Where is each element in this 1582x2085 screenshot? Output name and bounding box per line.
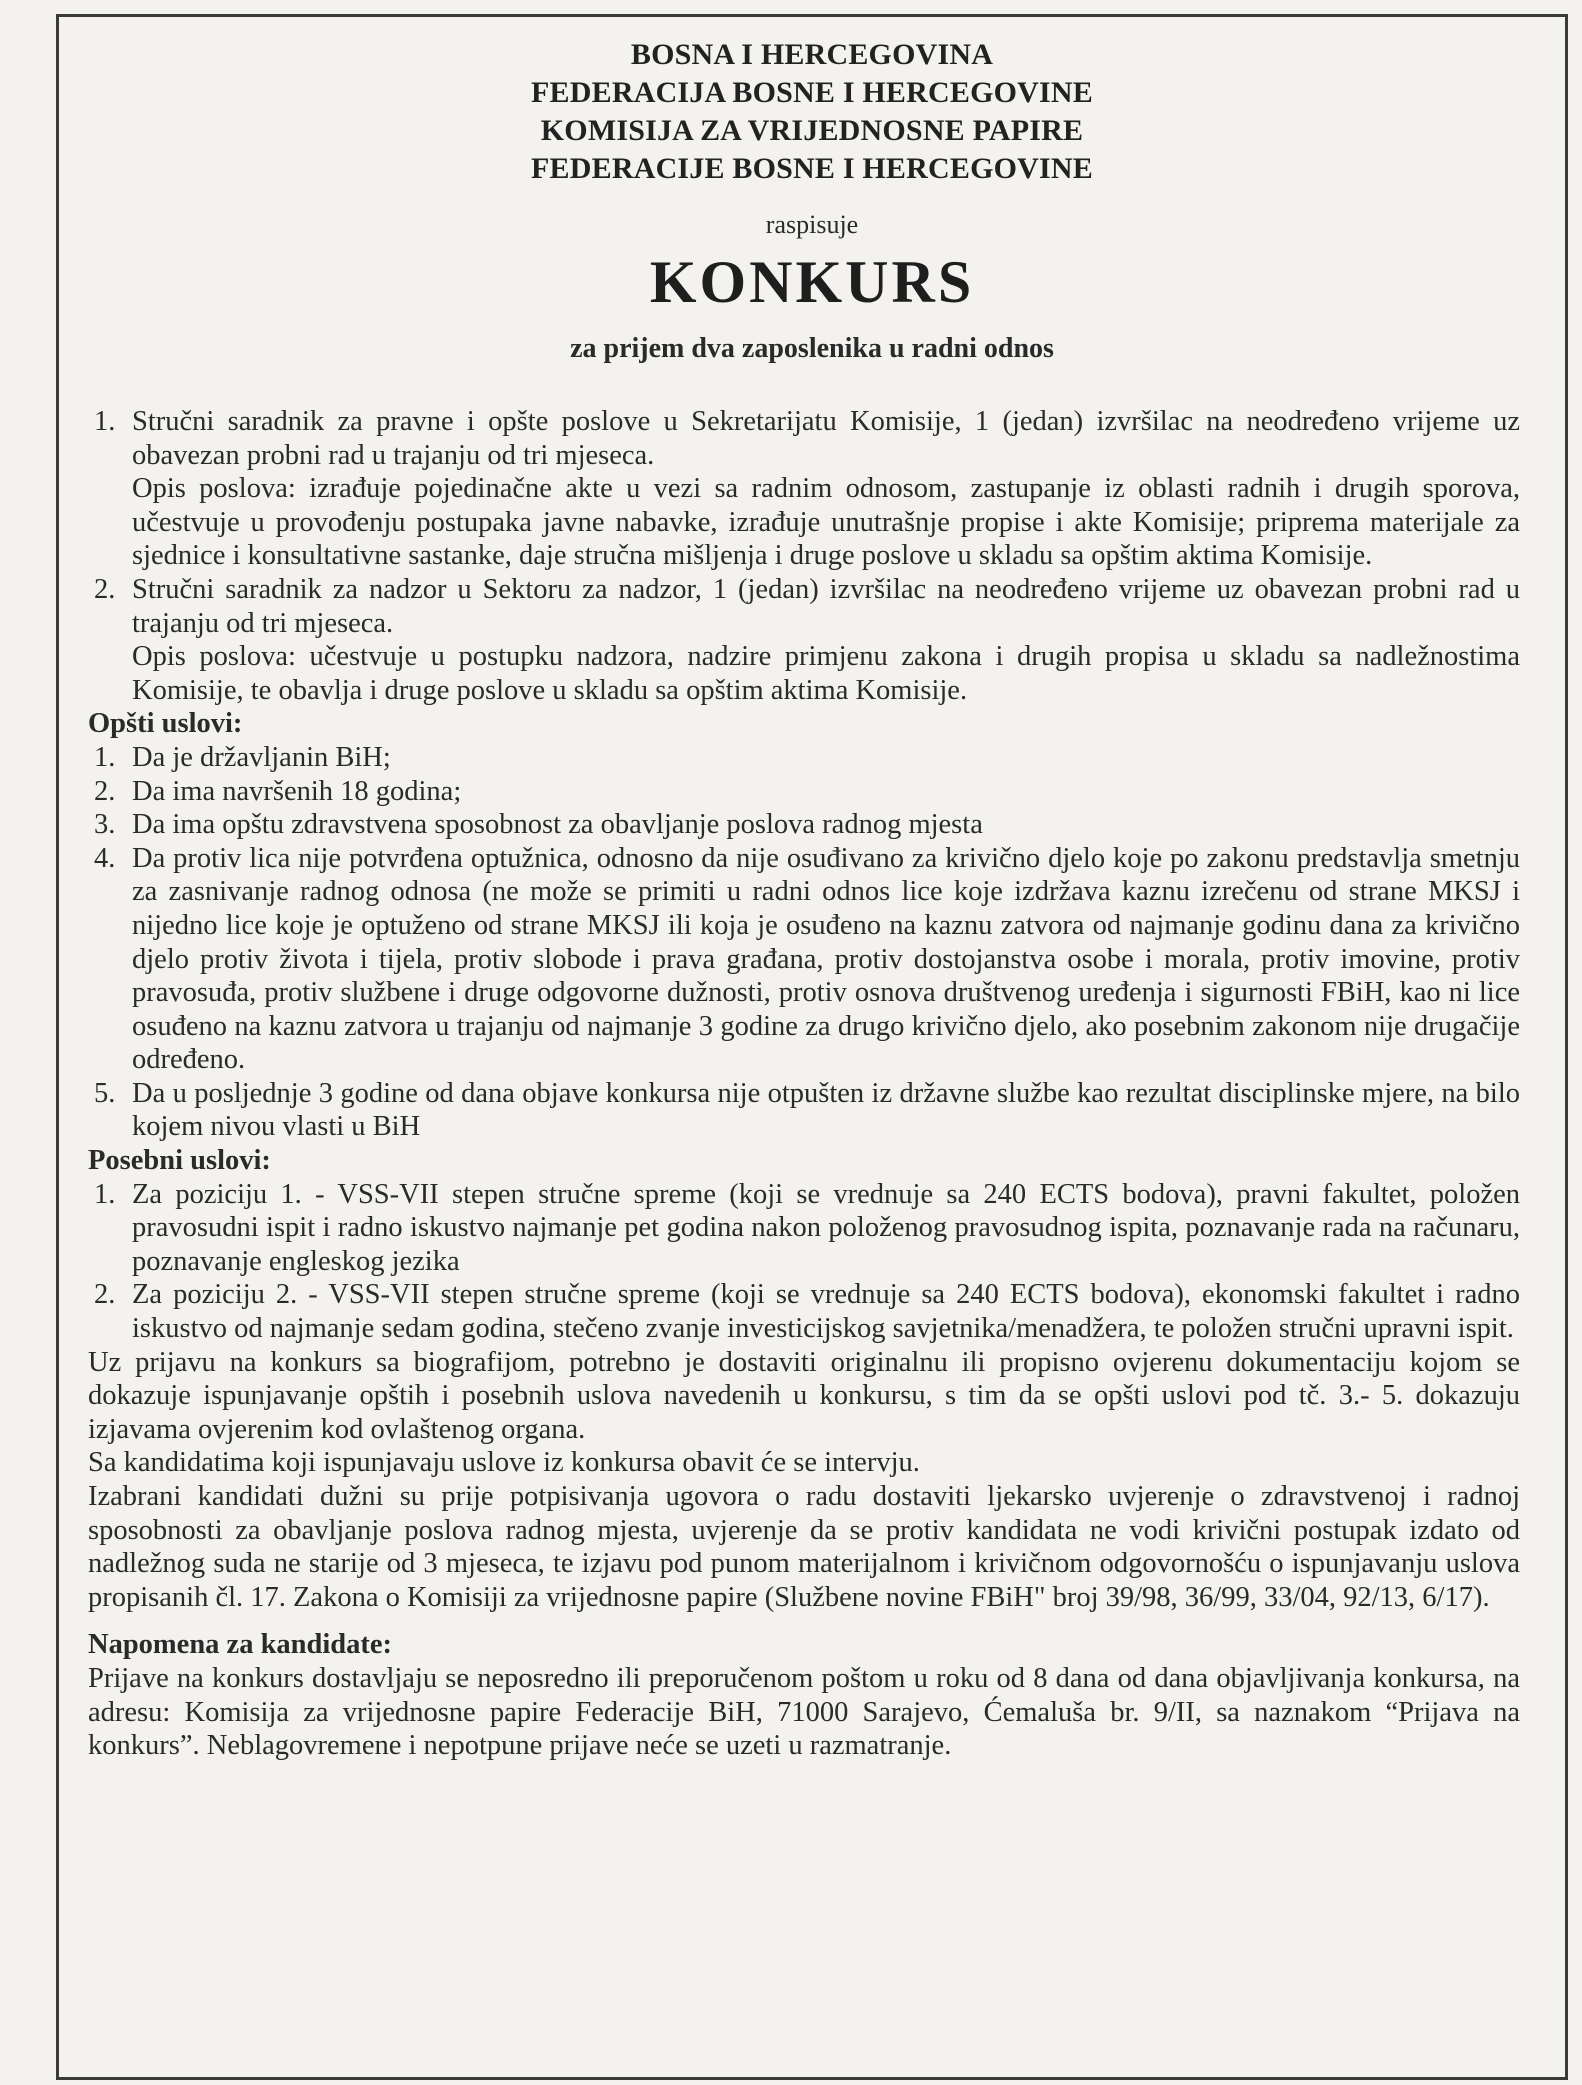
position-description: Opis poslova: izrađuje pojedinačne akte u vezi sa radnim odnosom, zastupanje iz oblasti radnih i drugih sporova, učestvuje u provođenju postupaka javne nabavke, izrađuje unutrašnje propise i akte Komisije; priprema materijale za sjednice i konsultativne sastanke, daje stručna mišljenja i druge poslove u skladu sa opštim aktima Komisije. [132, 473, 1520, 572]
condition-number: 2. [94, 775, 116, 807]
header-line-3: KOMISIJA ZA VRIJEDNOSNE PAPIRE [540, 114, 1084, 147]
position-item [88, 405, 1520, 573]
condition-item [88, 1278, 1520, 1345]
special-conditions-heading: Posebni uslovi: [88, 1145, 271, 1177]
condition-number: 1. [94, 1178, 116, 1210]
header-line-4: FEDERACIJE BOSNE I HERCEGOVINE [531, 152, 1093, 185]
spacer [88, 1614, 1520, 1628]
documents-paragraph: Uz prijavu na konkurs sa biografijom, potrebno je dostaviti originalnu ili propisno ovjerenu dokumentaciju kojom se dokazuje ispunjavanje opštih i posebnih uslova navedenih u konkursu, s tim da se opšti uslovi pod tč. 3.- 5. dokazuju izjavama ovjerenim kod ovlaštenog organa. [88, 1346, 1520, 1445]
condition-number: 2. [94, 1279, 116, 1311]
condition-text: Za poziciju 2. - VSS-VII stepen stručne spreme (koji se vrednuje sa 240 ECTS bodova), ekonomski fakultet i radno iskustvo od najmanje sedam godina, stečeno zvanje investicijskog savjetnika/menadžera, te položen stručni upravni ispit. [132, 1279, 1520, 1345]
condition-number: 3. [94, 809, 116, 841]
selected-candidates-paragraph: Izabrani kandidati dužni su prije potpisivanja ugovora o radu dostaviti ljekarsko uvjerenje o zdravstvenoj i radnoj sposobnosti za obavljanje poslova radnog mjesta, uvjerenje da se protiv kandidata ne vodi krivični postupak izdato od nadležnog suda ne starije od 3 mjeseca, te izjavu pod punom materijalnom i krivičnom odgovornošću o ispunjavanju uslova propisanih čl. 17. Zakona o Komisiji za vrijednosne papire (Službene novine FBiH" broj 39/98, 36/99, 33/04, 92/13, 6/17). [88, 1481, 1520, 1613]
condition-text: Da ima navršenih 18 godina; [132, 775, 462, 807]
note-text: Prijave na konkurs dostavljaju se neposredno ili preporučenom poštom u roku od 8 dana od dana objavljivanja konkursa, na adresu: Komisija za vrijednosne papire Federacije BiH, 71000 Sarajevo, Ćemaluša br. 9/II, sa naznakom “Prijava na konkurs”. Neblagovremene i nepotpune prijave neće se uzeti u razmatranje. [88, 1662, 1520, 1762]
condition-number: 4. [94, 842, 116, 874]
condition-text: Da je državljanin BiH; [132, 741, 391, 773]
condition-text: Da protiv lica nije potvrđena optužnica, odnosno da nije osuđivano za krivično djelo koje po zakonu predstavlja smetnju za zasnivanje radnog odnosa (ne može se primiti u radni odnos lice koje izdržava kaznu izrečenu od strane MKSJ i nijedno lice koje je optuženo od strane MKSJ ili koja je osuđeno na kaznu zatvora od najmanje godinu dana za krivično djelo protiv života i tijela, protiv slobode i prava građana, protiv dostojanstva osobe i morala, protiv imovine, protiv pravosuđa, protiv službene i druge odgovorne dužnosti, protiv osnova društvenog uređenja i sigurnosti FBiH, kao ni lice osuđeno na kaznu zatvora u trajanju od najmanje 3 godine za drugo krivično djelo, ako posebnim zakonom nije drugačije određeno. [132, 842, 1520, 1076]
position-number: 1. [94, 406, 116, 437]
raspisuje-text: raspisuje [765, 210, 859, 239]
position-description: Opis poslova: učestvuje u postupku nadzora, nadzire primjenu zakona i drugih propisa u skladu sa nadležnostima Komisije, te obavlja i druge poslove u skladu sa opštim aktima Komisije. [132, 641, 1520, 706]
condition-text: Da u posljednje 3 godine od dana objave konkursa nije otpušten iz državne službe kao rezultat disciplinske mjere, na bilo kojem nivou vlasti u BiH [132, 1077, 1520, 1143]
note-heading: Napomena za kandidate: [88, 1629, 393, 1661]
condition-item [88, 842, 1520, 1077]
position-text: Stručni saradnik za nadzor u Sektoru za nadzor, 1 (jedan) izvršilac na neodređeno vrijeme uz obavezan probni rad u trajanju od tri mjeseca. [132, 573, 1520, 639]
document-body [88, 405, 1520, 1763]
position-item [88, 573, 1520, 707]
position-text: Stručni saradnik za pravne i opšte poslove u Sekretarijatu Komisije, 1 (jedan) izvršilac na neodređeno vrijeme uz obavezan probni rad u trajanju od tri mjeseca. [132, 406, 1520, 471]
condition-item [88, 808, 1520, 842]
condition-text: Za poziciju 1. - VSS-VII stepen stručne spreme (koji se vrednuje sa 240 ECTS bodova), pravni fakultet, položen pravosudni ispit i radno iskustvo najmanje pet godina nakon položenog pravosudnog ispita, poznavanje rada na računaru, poznavanje engleskog jezika [132, 1178, 1520, 1277]
condition-number: 5. [94, 1077, 116, 1109]
document-subtitle: za prijem dva zaposlenika u radni odnos [570, 333, 1054, 364]
general-conditions-heading: Opšti uslovi: [88, 708, 243, 740]
condition-item [88, 1178, 1520, 1279]
document-title: KONKURS [649, 249, 975, 315]
position-number: 2. [94, 573, 116, 605]
condition-item [88, 1077, 1520, 1144]
condition-item [88, 741, 1520, 775]
header-line-1: BOSNA I HERCEGOVINA [630, 38, 994, 71]
header-line-2: FEDERACIJA BOSNE I HERCEGOVINE [531, 76, 1093, 109]
condition-number: 1. [94, 741, 116, 773]
condition-item [88, 775, 1520, 809]
interview-paragraph: Sa kandidatima koji ispunjavaju uslove iz konkursa obavit će se intervju. [88, 1447, 920, 1479]
condition-text: Da ima opštu zdravstvena sposobnost za obavljanje poslova radnog mjesta [132, 809, 983, 841]
document-header [56, 36, 1568, 188]
